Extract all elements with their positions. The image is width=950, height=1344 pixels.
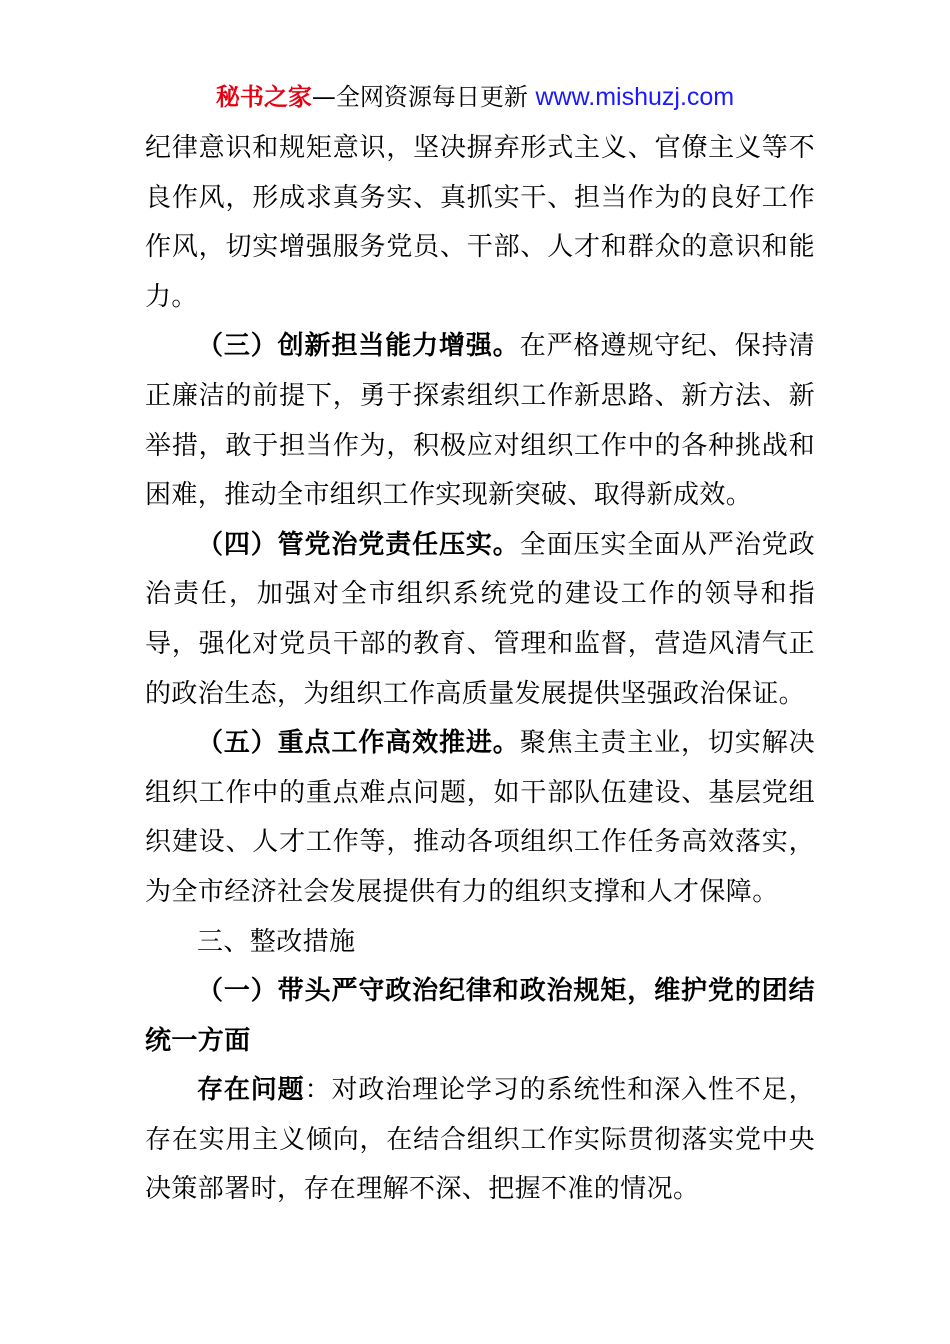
section-title-text: 三、整改措施 [197,926,356,957]
paragraph-heading: （五）重点工作高效推进。 [197,728,520,759]
site-header [0,80,950,114]
subsection-heading-text: （一）带头严守政治纪律和政治规矩，维护党的团结统一方面 [145,976,815,1056]
site-brand: 秘书之家 [215,83,312,111]
paragraph-responsibility [145,521,815,719]
paragraph-text: 聚焦主责主业，切实解决组织工作中的重点难点问题，如干部队伍建设、基层党组织建设、人才工作等，推动各项组织工作任务高效落实，为全市经济社会发展提供有力的组织支撑和人才保障。 [145,728,815,907]
paragraph-key-work [145,719,815,917]
paragraph-heading: 存在问题 [197,1075,305,1106]
paragraph-text: 全面压实全面从严治党政治责任，加强对全市组织系统党的建设工作的领导和指导，强化对党员干部的教育、管理和监督，营造风清气正的政治生态，为组织工作高质量发展提供坚强政治保证。 [145,529,815,709]
subsection-heading [145,967,815,1066]
paragraph-heading: （四）管党治党责任压实。 [197,529,520,560]
paragraph-text: ：对政治理论学习的系统性和深入性不足，存在实用主义倾向，在结合组织工作实际贯彻落实党中央决策部署时，存在理解不深、把握不准的情况。 [145,1075,815,1205]
paragraph-heading: （三）创新担当能力增强。 [197,331,520,362]
document-body [145,124,815,1215]
paragraph-continuation [145,124,815,322]
paragraph-innovation [145,322,815,520]
paragraph-problems [145,1066,815,1215]
site-slogan: —全网资源每日更新 [311,83,528,111]
paragraph-text: 在严格遵规守纪、保持清正廉洁的前提下，勇于探索组织工作新思路、新方法、新举措，敢于担当作为，积极应对组织工作中的各种挑战和困难，推动全市组织工作实现新突破、取得新成效。 [145,331,815,511]
paragraph-text: 纪律意识和规矩意识，坚决摒弃形式主义、官僚主义等不良作风，形成求真务实、真抓实干、担当作为的良好工作作风，切实增强服务党员、干部、人才和群众的意识和能力。 [145,133,815,312]
section-title-measures [145,918,815,968]
site-url-link[interactable]: www.mishuzj.com [535,83,735,111]
